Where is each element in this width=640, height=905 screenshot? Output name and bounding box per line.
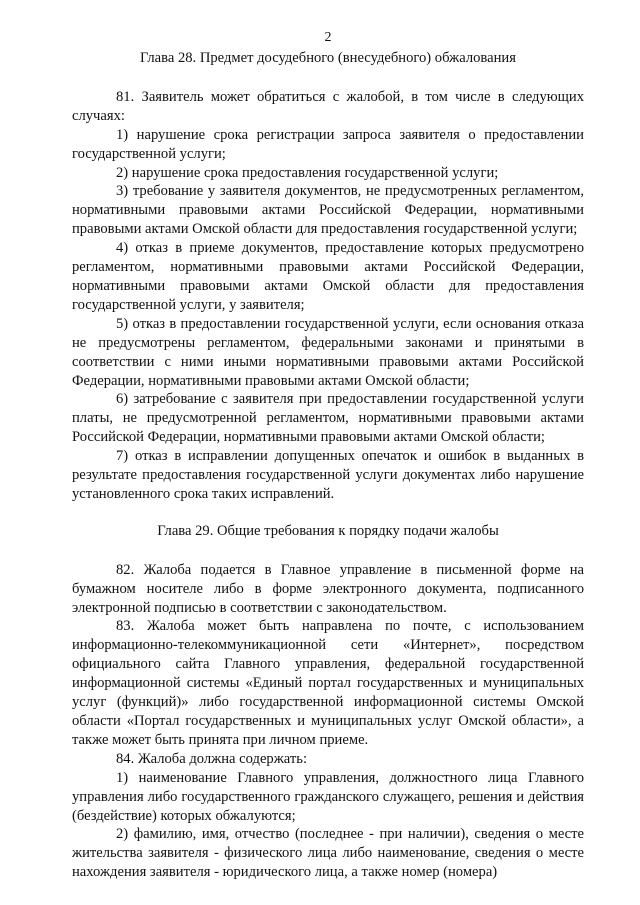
chapter-29-title: Глава 29. Общие требования к порядку подачи жалобы xyxy=(157,522,499,539)
document-page xyxy=(72,30,584,882)
chapter-28-title: Глава 28. Предмет досудебного (внесудебного) обжалования xyxy=(140,50,516,66)
paragraph-81: 81. Заявитель может обратиться с жалобой, в том числе в следующих случаях: xyxy=(72,88,584,124)
paragraph-81-item-7: 7) отказ в исправлении допущенных опечаток и ошибок в выданных в результате предоставления государственной услуги документах либо нарушение установленного срока таких исправлений. xyxy=(72,448,584,502)
page-number: 2 xyxy=(324,30,332,45)
paragraph-81-item-1: 1) нарушение срока регистрации запроса заявителя о предоставлении государственной услуги; xyxy=(72,126,584,162)
paragraph-84-item-2: 2) фамилию, имя, отчество (последнее - при наличии), сведения о месте жительства заявителя - физического лица либо наименование, сведения о месте нахождения заявителя - юридического лица, а также номер (номера) xyxy=(72,826,584,881)
chapter-29-body xyxy=(72,561,584,882)
paragraph-81-item-4: 4) отказ в приеме документов, предоставление которых предусмотрено регламентом, нормативными правовыми актами Российской Федерации, нормативными правовыми актами Омской области для предоставления государственной услуги, у заявителя; xyxy=(72,240,584,313)
paragraph-81-item-3: 3) требование у заявителя документов, не предусмотренных регламентом, нормативными правовыми актами Российской Федерации, нормативными правовыми актами Омской области для предоставления государственной услуги; xyxy=(72,183,584,238)
paragraph-82: 82. Жалоба подается в Главное управление в письменной форме на бумажном носителе либо в форме электронного документа, подписанного электронной подписью в соответствии с законодательством. xyxy=(72,561,584,616)
paragraph-84-item-1: 1) наименование Главного управления, должностного лица Главного управления либо государственного гражданского служащего, решения и действия (бездействие) которых обжалуются; xyxy=(72,769,584,824)
paragraph-81-item-6: 6) затребование с заявителя при предоставлении государственной услуги платы, не предусмотренной регламентом, нормативными правовыми актами Российской Федерации, нормативными правовыми актами Омской области; xyxy=(72,391,584,446)
paragraph-81-item-5: 5) отказ в предоставлении государственной услуги, если основания отказа не предусмотрены регламентом, федеральными законами и принятыми в соответствии с ними иными нормативными правовыми актами Российской Федерации, нормативными правовыми актами Омской области; xyxy=(72,315,584,389)
paragraph-81-item-2: 2) нарушение срока предоставления государственной услуги; xyxy=(116,164,499,181)
paragraph-84: 84. Жалоба должна содержать: xyxy=(116,750,307,767)
chapter-28-body xyxy=(72,88,584,504)
paragraph-83: 83. Жалоба может быть направлена по почте, с использованием информационно-телекоммуникационной сети «Интернет», посредством официального сайта Главного управления, федеральной государственной информационной системы «Единый портал государственных и муниципальных услуг (функций)» либо государственной информационной системы Омской области «Портал государственных и муниципальных услуг Омской области», а также может быть принята при личном приеме. xyxy=(72,618,584,748)
